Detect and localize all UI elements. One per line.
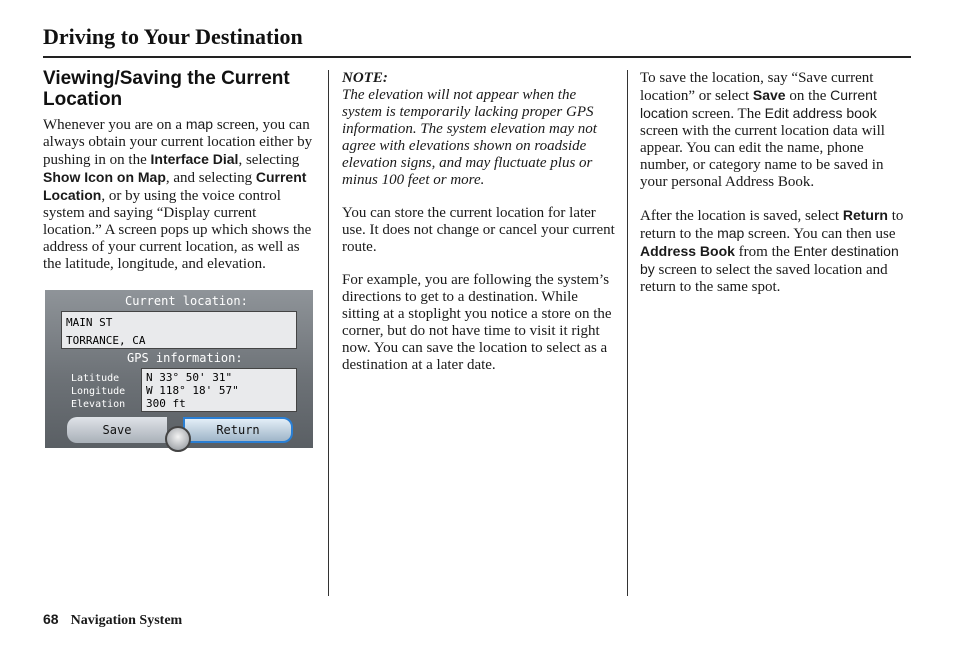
ui-term-interface-dial: Interface Dial: [150, 151, 239, 167]
page-number: 68: [43, 611, 59, 627]
coordinates-box: [141, 368, 297, 412]
elevation-value: 300 ft: [146, 397, 186, 410]
ui-term-return: Return: [842, 207, 888, 223]
ui-term-current-location: Current location: [640, 87, 877, 121]
save-button: Save: [67, 417, 167, 443]
ui-term-edit-address-book: Edit address book: [764, 105, 877, 121]
current-location-screenshot: [45, 290, 313, 448]
address-line: MAIN ST: [66, 316, 113, 329]
coordinate-labels: Latitude Longitude Elevation: [71, 373, 126, 410]
paragraph: You can store the current location for later use. It does not change or cancel your current route.: [342, 205, 615, 255]
gps-info-label: GPS information:: [127, 351, 243, 365]
footer-section: Navigation System: [70, 613, 183, 628]
section-heading: Viewing/Saving the Current Location: [43, 68, 290, 110]
column-2: [342, 70, 617, 390]
note-block: [342, 70, 617, 189]
paragraph: After the location is saved, select Return to return to the map screen. You can then use Address Book from the Enter destination by screen to select the saved location and return to the same spot.: [640, 207, 904, 295]
ui-term-address-book: Address Book: [640, 243, 735, 259]
ui-term-save: Save: [752, 87, 786, 103]
paragraph: For example, you are following the system’s directions to get to a destination. While sitting at a stoplight you notice a store on the corner, but do not have time to visit it right now. You can save the location to select as a destination at a later date.: [342, 272, 612, 373]
ui-term-enter-destination-by: Enter destination by: [640, 243, 899, 277]
address-line: TORRANCE, CA: [66, 334, 146, 347]
paragraph: To save the location, say “Save current location” or select Save on the Current location screen. The Edit address book screen with the current location data will appear. You can edit the name, phone number, or category name to be saved in your personal Address Book.: [640, 70, 885, 190]
current-location-label: Current location:: [125, 294, 248, 308]
interface-dial-icon: [165, 426, 191, 452]
page-header-title: Driving to Your Destination: [43, 24, 303, 49]
note-text: The elevation will not appear when the system is temporarily lacking proper GPS information. The system elevation may not agree with elevations shown on roadside elevation signs, and may fluctuate plus or minus 100 feet or more.: [342, 87, 597, 188]
return-button: Return: [183, 417, 293, 443]
column-divider: [627, 70, 628, 596]
longitude-value: W 118° 18' 57": [146, 384, 239, 397]
latitude-value: N 33° 50' 31": [146, 371, 233, 384]
column-3: [640, 70, 912, 312]
header-rule: [43, 56, 911, 58]
ui-term-show-icon-on-map: Show Icon on Map: [43, 169, 166, 185]
page-footer: [43, 611, 182, 629]
column-1: [43, 68, 318, 289]
ui-term-map: map: [185, 116, 214, 132]
column-divider: [328, 70, 329, 596]
paragraph: Whenever you are on a map screen, you can always obtain your current location either by pushing in on the Interface Dial, selecting Show Icon on Map, and selecting Current Location, or by using the voice control system and saying “Display current location.” A screen pops up which shows the address of your current location, as well as the latitude, longitude, and elevation.: [43, 116, 313, 272]
address-box: [61, 311, 297, 349]
ui-term-map: map: [717, 225, 745, 241]
ui-term-current-location: Current Location: [43, 169, 307, 203]
note-label: NOTE:: [342, 70, 388, 86]
